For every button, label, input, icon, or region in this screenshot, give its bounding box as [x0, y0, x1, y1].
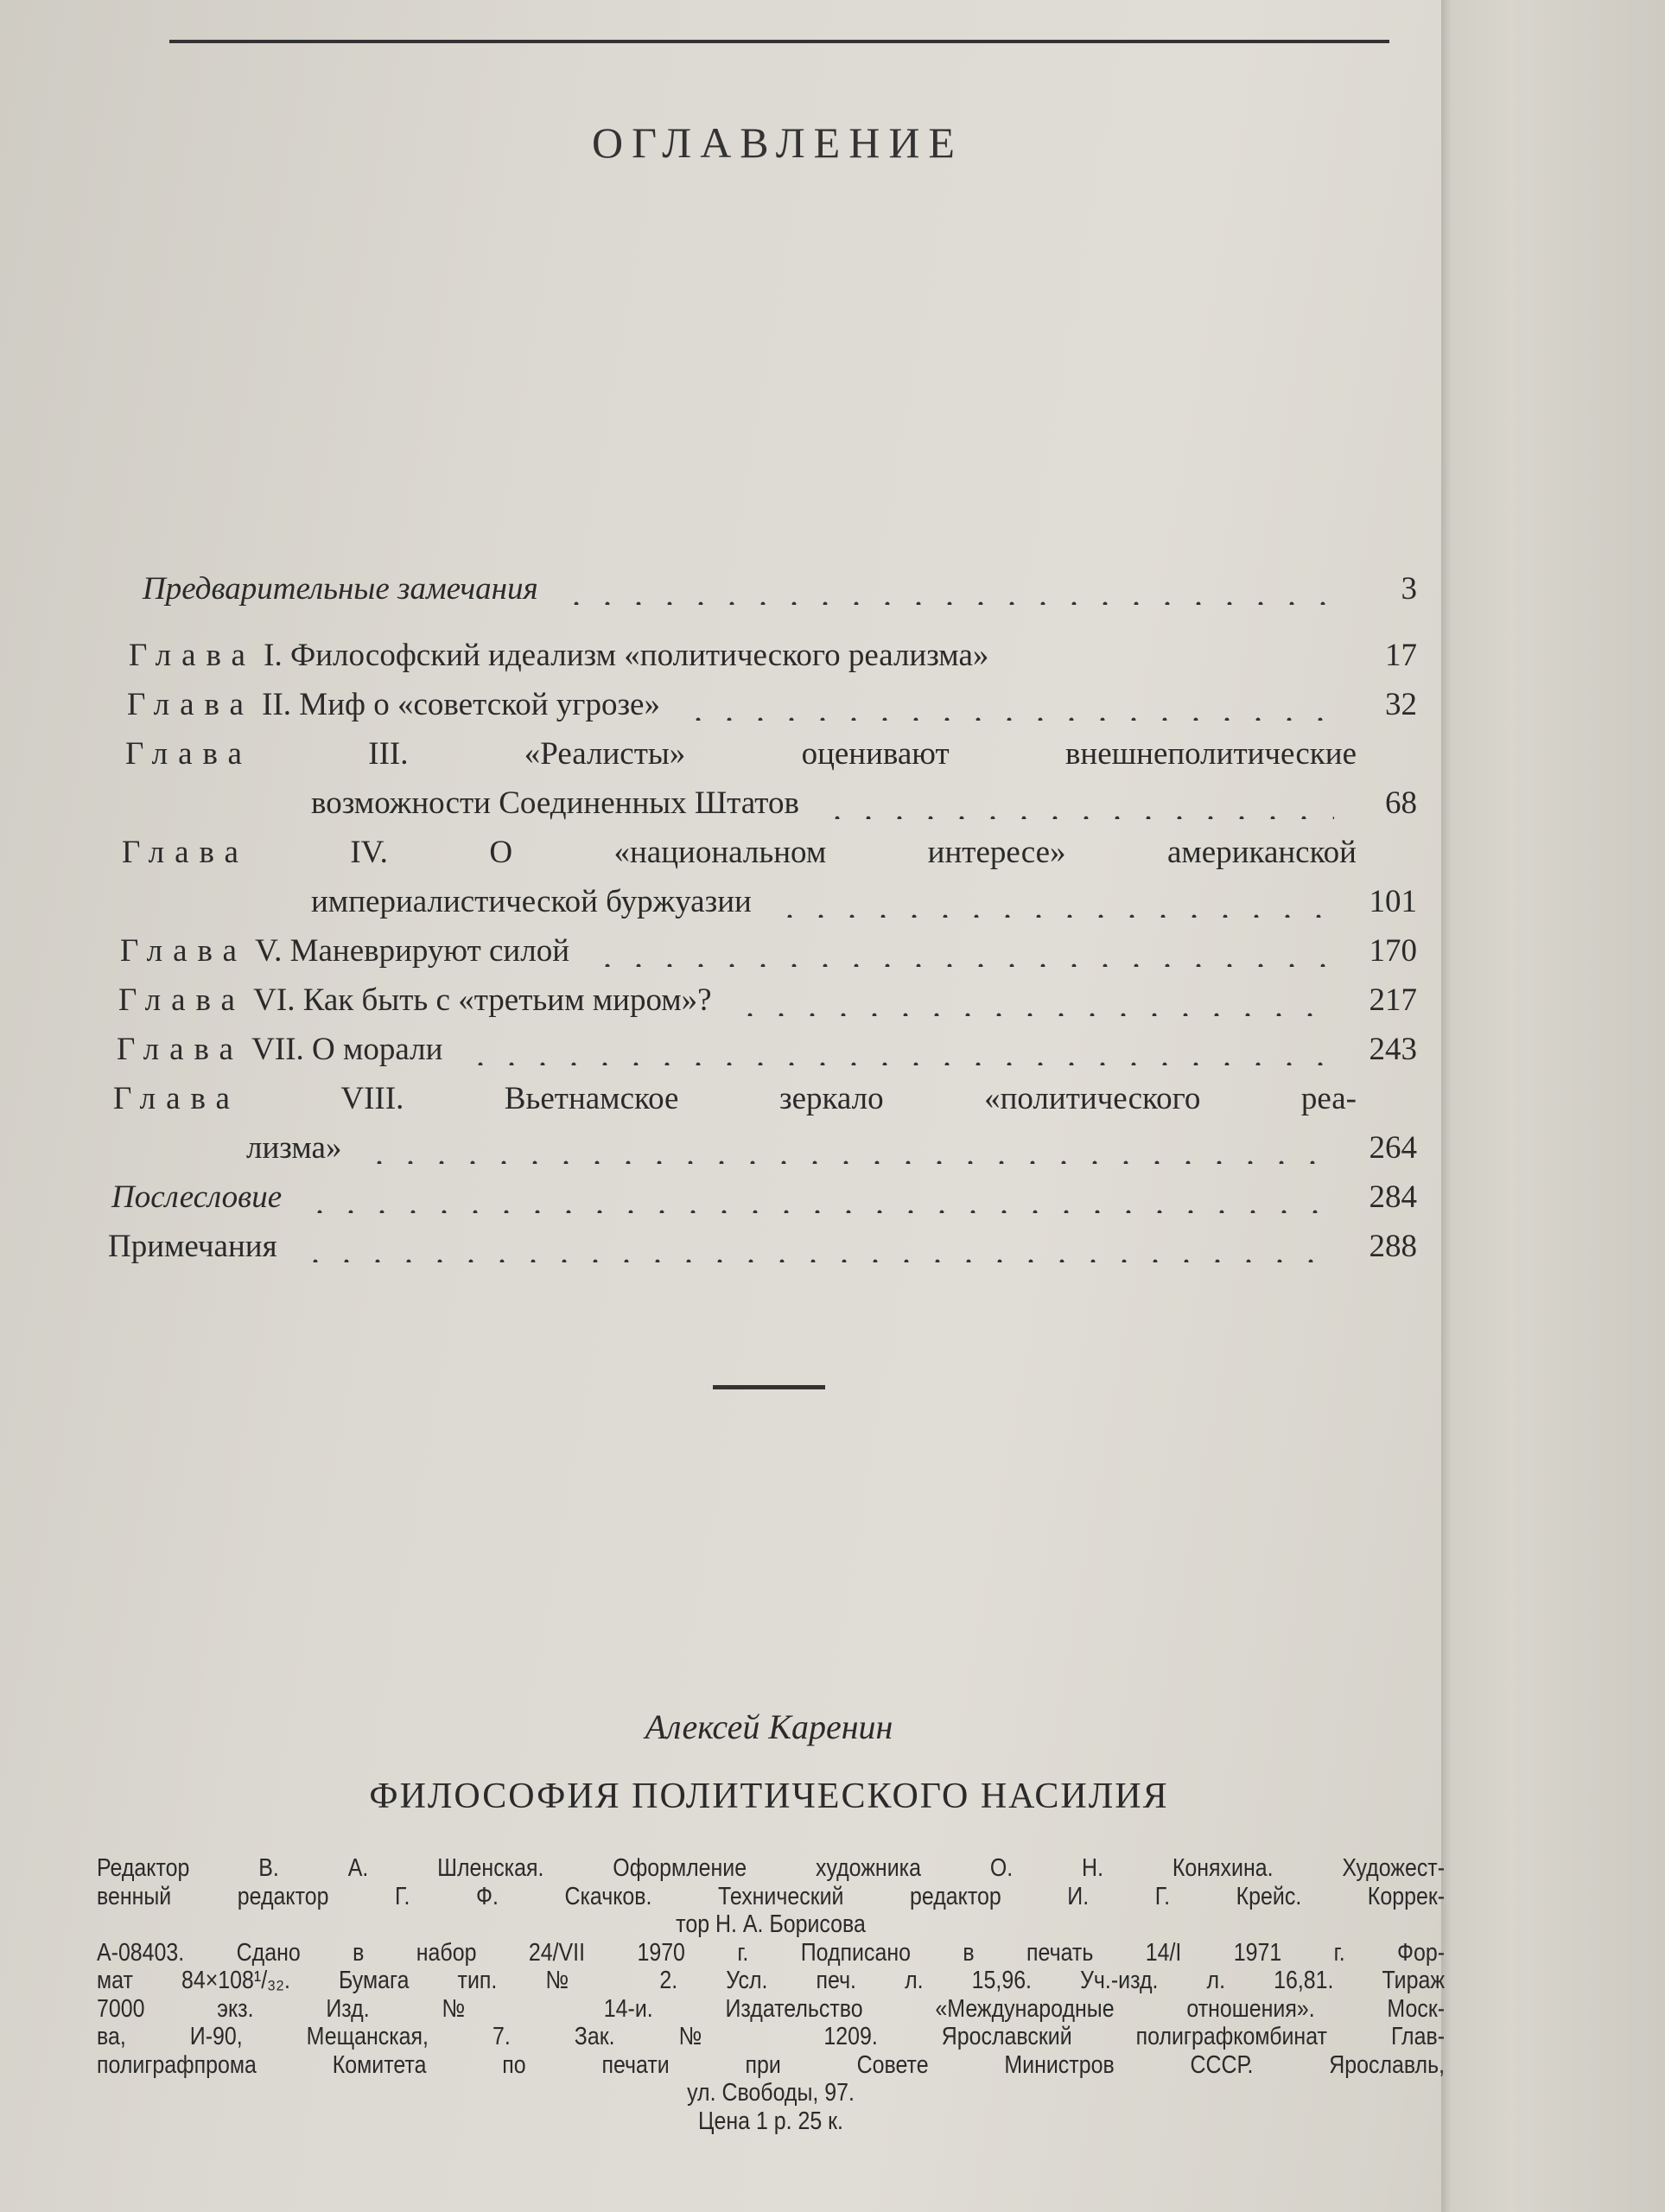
page-gutter: [1441, 0, 1665, 2212]
colophon-line: венный редактор Г. Ф. Скачков. Технический редактор И. Г. Крейс. Коррек-: [97, 1882, 1446, 1910]
toc-entry[interactable]: [108, 1080, 1417, 1129]
dot-leader: [561, 601, 1334, 605]
table-of-contents: [108, 570, 1417, 1277]
toc-entry[interactable]: [108, 834, 1417, 883]
toc-page-number: 68: [1385, 785, 1417, 821]
dot-leader: [364, 1160, 1334, 1164]
colophon-line: 7000 экз. Изд. № 14-и. Издательство «Международные отношения». Моск-: [97, 1994, 1446, 2023]
toc-entry-label: II. Миф о «советской угрозе»: [262, 687, 660, 722]
colophon-line: А-08403. Сдано в набор 24/VII 1970 г. Подписано в печать 14/I 1971 г. Фор-: [97, 1938, 1446, 1967]
colophon-line: Редактор В. А. Шленская. Оформление художника О. Н. Коняхина. Художест-: [97, 1854, 1446, 1882]
price: Цена 1 р. 25 к.: [698, 2107, 843, 2135]
toc-page-number: 284: [1369, 1179, 1417, 1215]
toc-entry-label: III. «Реалисты» оценивают внешнеполитические: [368, 736, 1357, 772]
toc-entry[interactable]: [108, 637, 1417, 686]
toc-entry[interactable]: [108, 686, 1417, 735]
chapter-prefix: Глава: [129, 638, 256, 673]
colophon-line: ва, И-90, Мещанская, 7. Зак. № 1209. Ярославский полиграфкомбинат Глав-: [97, 2023, 1446, 2050]
toc-page-number: 17: [1385, 638, 1417, 673]
toc-entry-label: V. Маневрируют силой: [255, 933, 569, 969]
page-title: ОГЛАВЛЕНИЕ: [592, 118, 963, 167]
chapter-prefix: Глава: [127, 687, 254, 722]
toc-entry-label: Предварительные замечания: [143, 571, 538, 607]
colophon: [97, 1854, 1445, 2135]
colophon-line: тор Н. А. Борисова: [676, 1910, 866, 1938]
toc-entry[interactable]: [108, 570, 1417, 620]
toc-entry[interactable]: [108, 932, 1417, 982]
toc-page-number: 264: [1369, 1130, 1417, 1166]
dot-leader: [300, 1259, 1334, 1262]
toc-entry[interactable]: [108, 735, 1417, 785]
colophon-line: ул. Свободы, 97.: [687, 2079, 855, 2107]
colophon-line: мат 84×108¹/₃₂. Бумага тип. № 2. Усл. печ. л. 15,96. Уч.-изд. л. 16,81. Тираж: [97, 1967, 1446, 1994]
toc-page-number: 243: [1369, 1032, 1417, 1067]
toc-page-number: 170: [1369, 933, 1417, 969]
toc-page-number: 32: [1385, 687, 1417, 722]
chapter-prefix: Глава: [125, 736, 252, 772]
chapter-prefix: Глава: [113, 1081, 240, 1116]
chapter-prefix: Глава: [118, 982, 245, 1018]
toc-page-number: 217: [1369, 982, 1417, 1018]
dot-leader: [592, 963, 1334, 967]
toc-entry-continuation[interactable]: [108, 785, 1417, 834]
chapter-prefix: Глава: [117, 1032, 244, 1067]
toc-page-number: 101: [1369, 884, 1417, 919]
toc-entry-label: Примечания: [108, 1229, 277, 1264]
toc-page-number: 288: [1369, 1229, 1417, 1264]
dot-leader: [465, 1062, 1334, 1065]
toc-entry[interactable]: [108, 1031, 1417, 1080]
toc-entry-label-cont: возможности Соединенных Штатов: [311, 785, 799, 821]
toc-entry-label: Послесловие: [111, 1179, 283, 1215]
toc-page-number: 3: [1401, 571, 1417, 607]
toc-entry-continuation[interactable]: [108, 883, 1417, 932]
book-author: Алексей Каренин: [645, 1707, 893, 1746]
toc-entry-label: VII. О морали: [251, 1032, 443, 1067]
toc-entry-label: I. Философский идеализм «политического реализма»: [264, 638, 989, 673]
toc-entry-label: VIII. Вьетнамское зеркало «политического реа-: [340, 1081, 1357, 1116]
toc-entry[interactable]: [108, 982, 1417, 1031]
dot-leader: [822, 816, 1334, 819]
dot-leader: [774, 914, 1334, 918]
dot-leader: [683, 717, 1334, 721]
toc-entry-label: VI. Как быть с «третьим миром»?: [253, 982, 712, 1018]
dot-leader: [304, 1210, 1334, 1213]
toc-entry[interactable]: [108, 1228, 1417, 1277]
toc-entry[interactable]: [108, 1179, 1417, 1228]
toc-entry-label-cont: лизма»: [246, 1130, 342, 1166]
chapter-prefix: Глава: [122, 835, 249, 870]
toc-entry-continuation[interactable]: [108, 1129, 1417, 1179]
chapter-prefix: Глава: [120, 933, 247, 969]
book-title: ФИЛОСОФИЯ ПОЛИТИЧЕСКОГО НАСИЛИЯ: [369, 1777, 1169, 1816]
toc-entry-label-cont: империалистической буржуазии: [311, 884, 752, 919]
toc-entry-label: IV. О «национальном интересе» американской: [350, 835, 1357, 870]
top-rule: [169, 40, 1389, 43]
dot-leader: [734, 1013, 1334, 1016]
section-divider: [713, 1385, 825, 1389]
colophon-line: полиграфпрома Комитета по печати при Совете Министров СССР. Ярославль,: [97, 2050, 1446, 2079]
